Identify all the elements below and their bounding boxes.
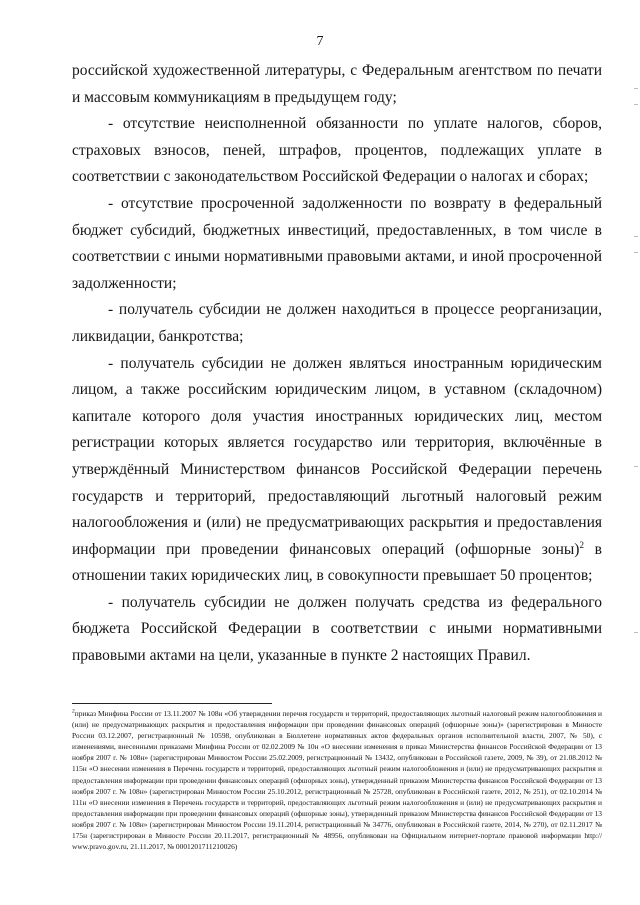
footnote-marker: 2 xyxy=(72,708,75,715)
paragraph-reorganization: - получатель субсидии не должен находиться в процессе реорганизации, ликвидации, банкротства; xyxy=(72,301,602,345)
footnote-reference: 2 xyxy=(579,539,584,550)
paragraph-foreign-entity-text: - получатель субсидии не должен являться иностранным юридическим лицом, а также российским юридическим лицом, в уставном (складочном) капитале которого доля участия иностранных юридических лиц, местом регистрации которых является государство или территория, включённые в утверждённый Министерством финансов Российской Федерации перечень государств и территорий, предоставляющий льготный налоговый режим налогообложения и (или) не предусматривающих раскрытия и предоставления информации при проведении финансовых операций (офшорные зоны) xyxy=(72,354,602,558)
footnote xyxy=(72,708,602,852)
footnote-divider xyxy=(72,703,272,704)
paragraph-continuation: российской художественной литературы, с Федеральным агентством по печати и массовым коммуникациям в предыдущем году; xyxy=(72,62,602,106)
scan-edge-mark xyxy=(634,632,638,633)
footnote-text: приказ Минфина России от 13.11.2007 № 108н «Об утверждении перечня государств и территорий, предоставляющих льготный налоговый режим налогообложения и (или) не предусматривающих раскрытия и предоставления информации при проведении финансовых операций (офшорные зоны)» (зарегистрирован в Минюсте России 03.12.2007, регистрационный № 10598, опубликован в Бюллетене нормативных актов федеральных органов исполнительной власти, 2007, № 50), с изменениями, внесенными приказами Минфина России от 02.02.2009 № 10н «О внесении изменения в приказ Министерства финансов Российской Федерации от 13 ноября 2007 г. № 108н» (зарегистрирован Минюстом России 25.02.2009, регистрационный № 13432, опубликован в Российской газете, 2009, № 39), от 21.08.2012 № 115н «О внесении изменения в Перечень государств и территорий, предоставляющих льготный режим налогообложения и (или) не предусматривающих раскрытия и предоставления информации при проведении финансовых операций (офшорных зоны), утвержденный приказом Министерства финансов Российской Федерации от 13 ноября 2007 г. № 108н» (зарегистрирован Минюстом России 25.10.2012, регистрационный № 25728, опубликован в Российской газете, 2012, № 251), от 02.10.2014 № 111н «О внесении изменения в Перечень государств и территорий, предоставляющих льготный режим налогообложения и (или) не предусматривающих раскрытия и предоставления информации при проведении финансовых операций (офшорные зоны), утвержденный приказом Министерства финансов Российской Федерации от 13 ноября 2007 г. № 108н» (зарегистрирован Минюстом России 19.11.2014, регистрационный № 34776, опубликован в Российской газете, 2014, № 270), от 02.11.2017 № 175н (зарегистрирован в Минюсте России 20.11.2017, регистрационный № 48956, опубликован на Официальном интернет-портале правовой информации http:// www.pravo.gov.ru, 21.11.2017, № 0001201711210026) xyxy=(72,709,602,852)
scan-edge-mark xyxy=(634,88,638,89)
body-text xyxy=(72,58,602,670)
paragraph-foreign-entity-tail: в отношении таких юридических лиц, в совокупности превышает 50 процентов; xyxy=(72,540,602,585)
scan-edge-mark xyxy=(634,104,638,105)
scan-edge-mark xyxy=(634,466,638,467)
paragraph-foreign-entity xyxy=(72,351,602,590)
scan-edge-mark xyxy=(634,236,638,237)
paragraph-overdue-debt: - отсутствие просроченной задолженности по возврату в федеральный бюджет субсидий, бюджетных инвестиций, предоставленных, в том числе в соответствии с иными нормативными правовыми актами, и иной просроченной задолженности; xyxy=(72,194,602,292)
paragraph-other-funding: - получатель субсидии не должен получать средства из федерального бюджета Российской Федерации в соответствии с иными нормативными правовыми актами на цели, указанные в пункте 2 настоящих Правил. xyxy=(72,593,602,665)
page-number: 7 xyxy=(316,34,324,49)
scan-edge-mark xyxy=(634,252,638,253)
paragraph-tax-obligations: - отсутствие неисполненной обязанности по уплате налогов, сборов, страховых взносов, пеней, штрафов, процентов, подлежащих уплате в соответствии с законодательством Российской Федерации о налогах и сборах; xyxy=(72,115,602,186)
